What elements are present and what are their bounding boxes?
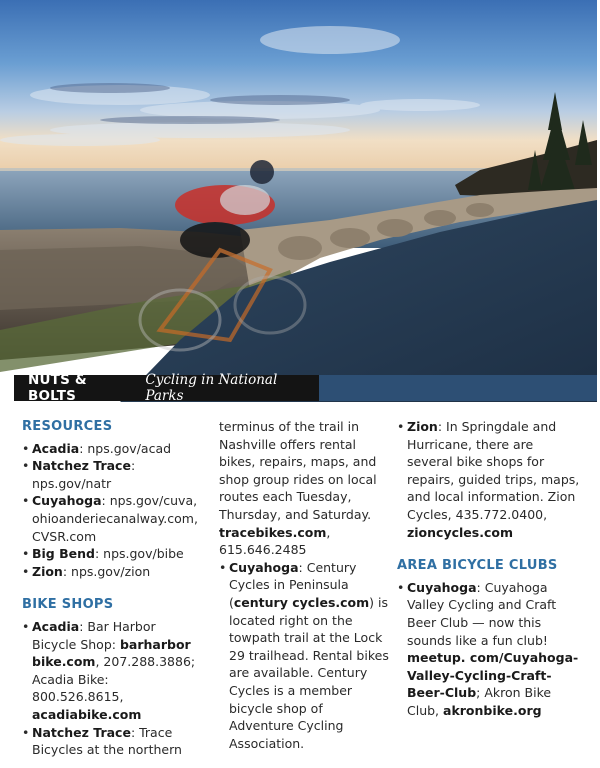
natchez-text-continued: terminus of the trail in Nashville offers rental bikes, repairs, maps, and shop group rides on local routes each Tuesday, Thursday, and Saturday. tracebikes.com, 615.646.2485 (219, 419, 377, 558)
bicycle-clubs-heading: AREA BICYCLE CLUBS (397, 558, 558, 574)
natchez-website: tracebikes.com (219, 524, 327, 540)
list-item: • Natchez Trace: nps.gov/natr (22, 457, 202, 492)
list-item: • Cuyahoga: nps.gov/cuva, ohioanderiecanalway.com, CVSR.com (22, 492, 202, 545)
list-item: • Natchez Trace: Trace Bicycles at the northern (22, 724, 202, 759)
natchez-text-start: : Trace Bicycles at the northern (32, 724, 182, 758)
bike-shops-list-end (397, 418, 582, 541)
column-right (397, 418, 582, 720)
article-title: Cycling in National Parks (145, 372, 278, 404)
bike-shops-heading: BIKE SHOPS (22, 597, 114, 613)
resources-heading: RESOURCES (22, 419, 113, 434)
column-left (22, 418, 202, 759)
resources-list (22, 440, 202, 581)
list-item: • Zion: In Springdale and Hurricane, there are several bike shops for repairs, guided trips, maps, and local information. Zion Cycles, 435.772.0400, zioncycles.com (397, 418, 582, 541)
bike-shops-list-continued (219, 559, 389, 753)
section-label: NUTS & BOLTS (28, 372, 87, 404)
list-item: • Acadia: Bar Harbor Bicycle Shop: barharbor bike.com, 207.288.3886; Acadia Bike: 800.526.8615, acadiabike.com (22, 618, 202, 724)
caption-bar (14, 372, 319, 404)
column-middle (219, 418, 389, 752)
list-item: • Big Bend: nps.gov/bibe (22, 545, 202, 563)
list-item: • Acadia: nps.gov/acad (22, 440, 202, 458)
list-item: • Cuyahoga: Century Cycles in Peninsula (century cycles.com) is located right on the towpath trail at the Lock 29 trailhead. Rental bikes are available. Century Cycles is a member bicycle shop of Adventure Cycling Association. (219, 559, 389, 753)
clubs-list (397, 579, 582, 720)
bike-shops-list (22, 618, 202, 759)
caption-accent-strip (319, 375, 597, 401)
list-item: • Zion: nps.gov/zion (22, 563, 202, 581)
list-item: • Cuyahoga: Cuyahoga Valley Cycling and Craft Beer Club — now this sounds like a fun club! meetup. com/Cuyahoga-Valley-Cycling-Craft-Beer-Club; Akron Bike Club, akronbike.org (397, 579, 582, 720)
